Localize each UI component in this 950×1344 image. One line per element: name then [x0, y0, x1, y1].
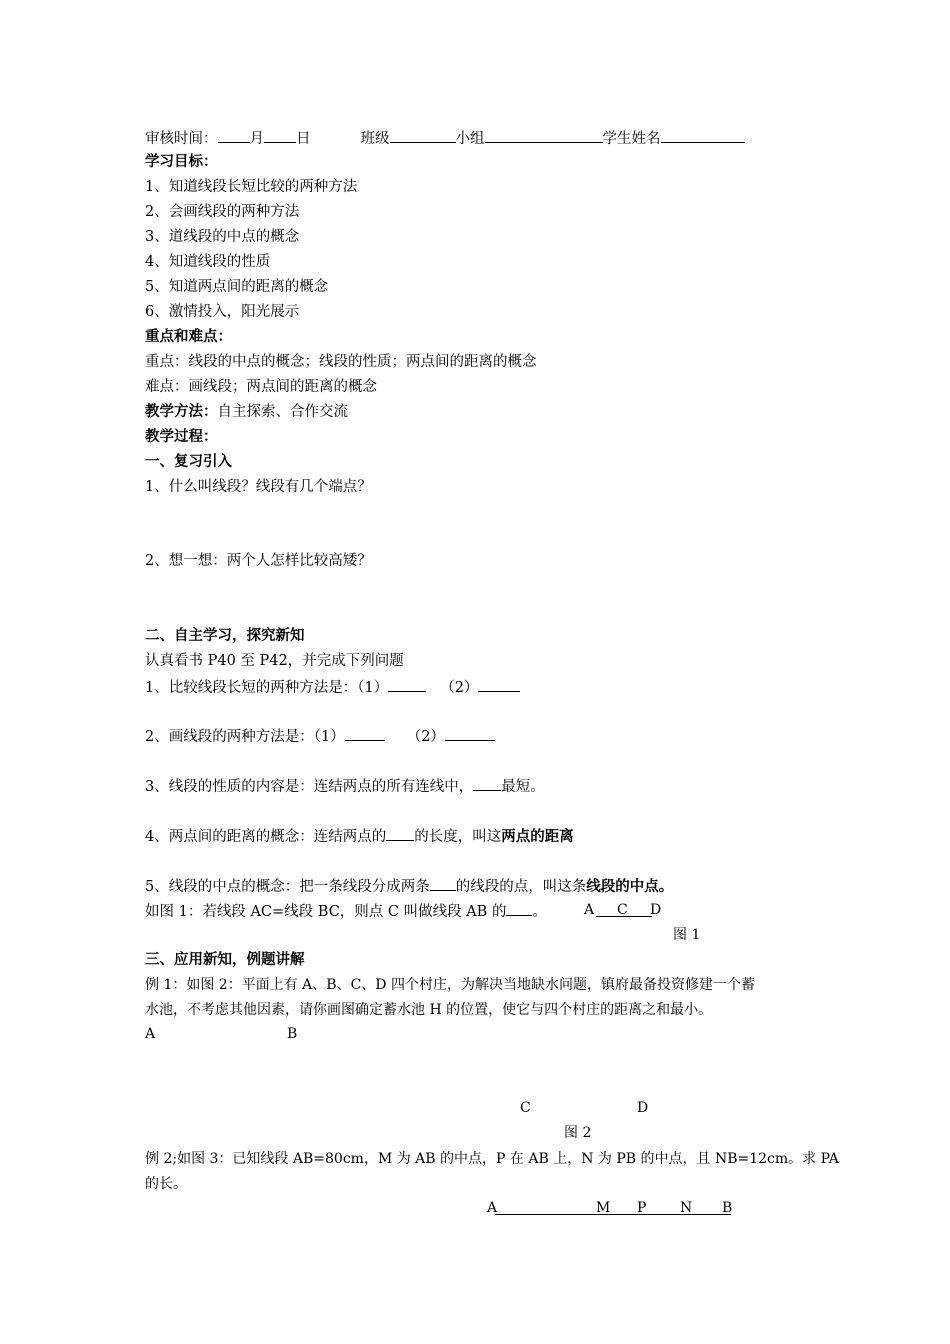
- figure1-caption: 图 1: [673, 927, 701, 943]
- class-label: 班级: [360, 131, 390, 147]
- answer-blank: [386, 825, 414, 841]
- section2-q2: [145, 725, 495, 747]
- section2-q5-mid: 的线段的点，叫这条: [455, 879, 587, 895]
- answer-blank: [506, 900, 532, 916]
- method-label: 教学方法：: [145, 404, 218, 420]
- example2-line2: 的长。: [145, 1176, 187, 1192]
- example1-line1: 例 1：如图 2：平面上有 A、B、C、D 四个村庄，为解决当地缺水问题，镇府最备投资修建一个蓄: [145, 977, 755, 993]
- method-text: 自主探索、合作交流: [217, 404, 348, 420]
- section2-q4-bold: 两点的距离: [501, 829, 574, 845]
- figure3-point-p: P: [637, 1200, 647, 1216]
- method-line: [145, 402, 348, 422]
- section2-q1: [145, 676, 520, 698]
- day-label: 日: [296, 131, 311, 147]
- figure3-point-m: M: [596, 1200, 611, 1216]
- section2-title: 二、自主学习，探究新知: [145, 628, 305, 644]
- answer-blank: [445, 725, 495, 741]
- student-name-label: 学生姓名: [602, 131, 661, 147]
- figure2-point-c: C: [520, 1100, 531, 1116]
- figure2-caption: 图 2: [564, 1125, 592, 1141]
- objective-item: 2、会画线段的两种方法: [145, 204, 300, 220]
- section2-q3-end: 最短。: [501, 779, 545, 795]
- figure2-point-b: B: [287, 1026, 298, 1042]
- answer-blank: [478, 676, 520, 692]
- section2-q3: [145, 775, 545, 797]
- example2-line1: 例 2;如图 3：已知线段 AB=80cm，M 为 AB 的中点，P 在 AB 上，N 为 PB 的中点，且 NB=12cm。求 PA: [145, 1151, 839, 1167]
- month-blank: [218, 127, 250, 143]
- key-points-title: 重点和难点：: [145, 329, 232, 345]
- objective-item: 3、道线段的中点的概念: [145, 229, 300, 245]
- section2-q1-mid: （2）: [440, 680, 479, 696]
- section2-q5-text: 5、线段的中点的概念：把一条线段分成两条: [145, 879, 430, 895]
- figure1-sentence: 如图 1：若线段 AC=线段 BC，则点 C 叫做线段 AB 的: [145, 904, 507, 920]
- group-label: 小组: [455, 131, 485, 147]
- class-blank: [390, 127, 456, 143]
- answer-blank: [430, 875, 456, 891]
- answer-blank: [345, 725, 385, 741]
- figure3-point-b: B: [722, 1200, 733, 1216]
- figure2-point-d: D: [637, 1100, 649, 1116]
- figure2-point-a: A: [145, 1026, 156, 1042]
- month-label: 月: [249, 131, 264, 147]
- section3-title: 三、应用新知，例题讲解: [145, 952, 305, 968]
- example1-line2: 水池，不考虑其他因素，请你画图确定蓄水池 H 的位置，使它与四个村庄的距离之和最小。: [145, 1002, 713, 1018]
- figure1-point-d: D: [650, 902, 662, 918]
- section2-q5: [145, 875, 673, 897]
- group-blank: [485, 127, 603, 143]
- objective-item: 6、激情投入，阳光展示: [145, 304, 300, 320]
- figure3-point-n: N: [680, 1200, 693, 1216]
- section2-q2-mid: （2）: [406, 729, 445, 745]
- day-blank: [264, 127, 296, 143]
- figure3-segment: [495, 1214, 731, 1215]
- section1-q1: 1、什么叫线段？线段有几个端点？: [145, 479, 372, 495]
- key-points-difficult: 难点：画线段；两点间的距离的概念: [145, 379, 377, 395]
- objective-item: 1、知道线段长短比较的两种方法: [145, 179, 358, 195]
- objectives-title: 学习目标：: [145, 154, 218, 170]
- section2-q4-mid: 的长度，叫这: [414, 829, 502, 845]
- student-name-blank: [661, 127, 745, 143]
- figure1-point-c: C: [617, 902, 628, 918]
- section2-q3-text: 3、线段的性质的内容是：连结两点的所有连线中，: [145, 779, 474, 795]
- answer-blank: [388, 676, 426, 692]
- key-points-key: 重点：线段的中点的概念；线段的性质；两点间的距离的概念: [145, 354, 537, 370]
- section2-q2-text: 2、画线段的两种方法是：（1）: [145, 729, 345, 745]
- objective-item: 4、知道线段的性质: [145, 254, 271, 270]
- section1-title: 一、复习引入: [145, 454, 232, 470]
- section2-q4: [145, 825, 574, 847]
- review-time-label: 审核时间：: [145, 131, 218, 147]
- answer-blank: [473, 775, 501, 791]
- section2-intro: 认真看书 P40 至 P42，并完成下列问题: [145, 653, 404, 669]
- section2-q4-text: 4、两点间的距离的概念：连结两点的: [145, 829, 387, 845]
- section2-q1-text: 1、比较线段长短的两种方法是：（1）: [145, 680, 389, 696]
- section2-q5-bold: 线段的中点。: [586, 879, 674, 895]
- figure1-point-a: A: [584, 902, 595, 918]
- header-line: [145, 127, 745, 149]
- figure1-sentence-end: 。: [532, 904, 547, 920]
- objective-item: 5、知道两点间的距离的概念: [145, 279, 329, 295]
- process-title: 教学过程：: [145, 429, 218, 445]
- figure3-point-a: A: [487, 1200, 498, 1216]
- section1-q2: 2、想一想：两个人怎样比较高矮？: [145, 553, 372, 569]
- figure1-text: [145, 900, 547, 922]
